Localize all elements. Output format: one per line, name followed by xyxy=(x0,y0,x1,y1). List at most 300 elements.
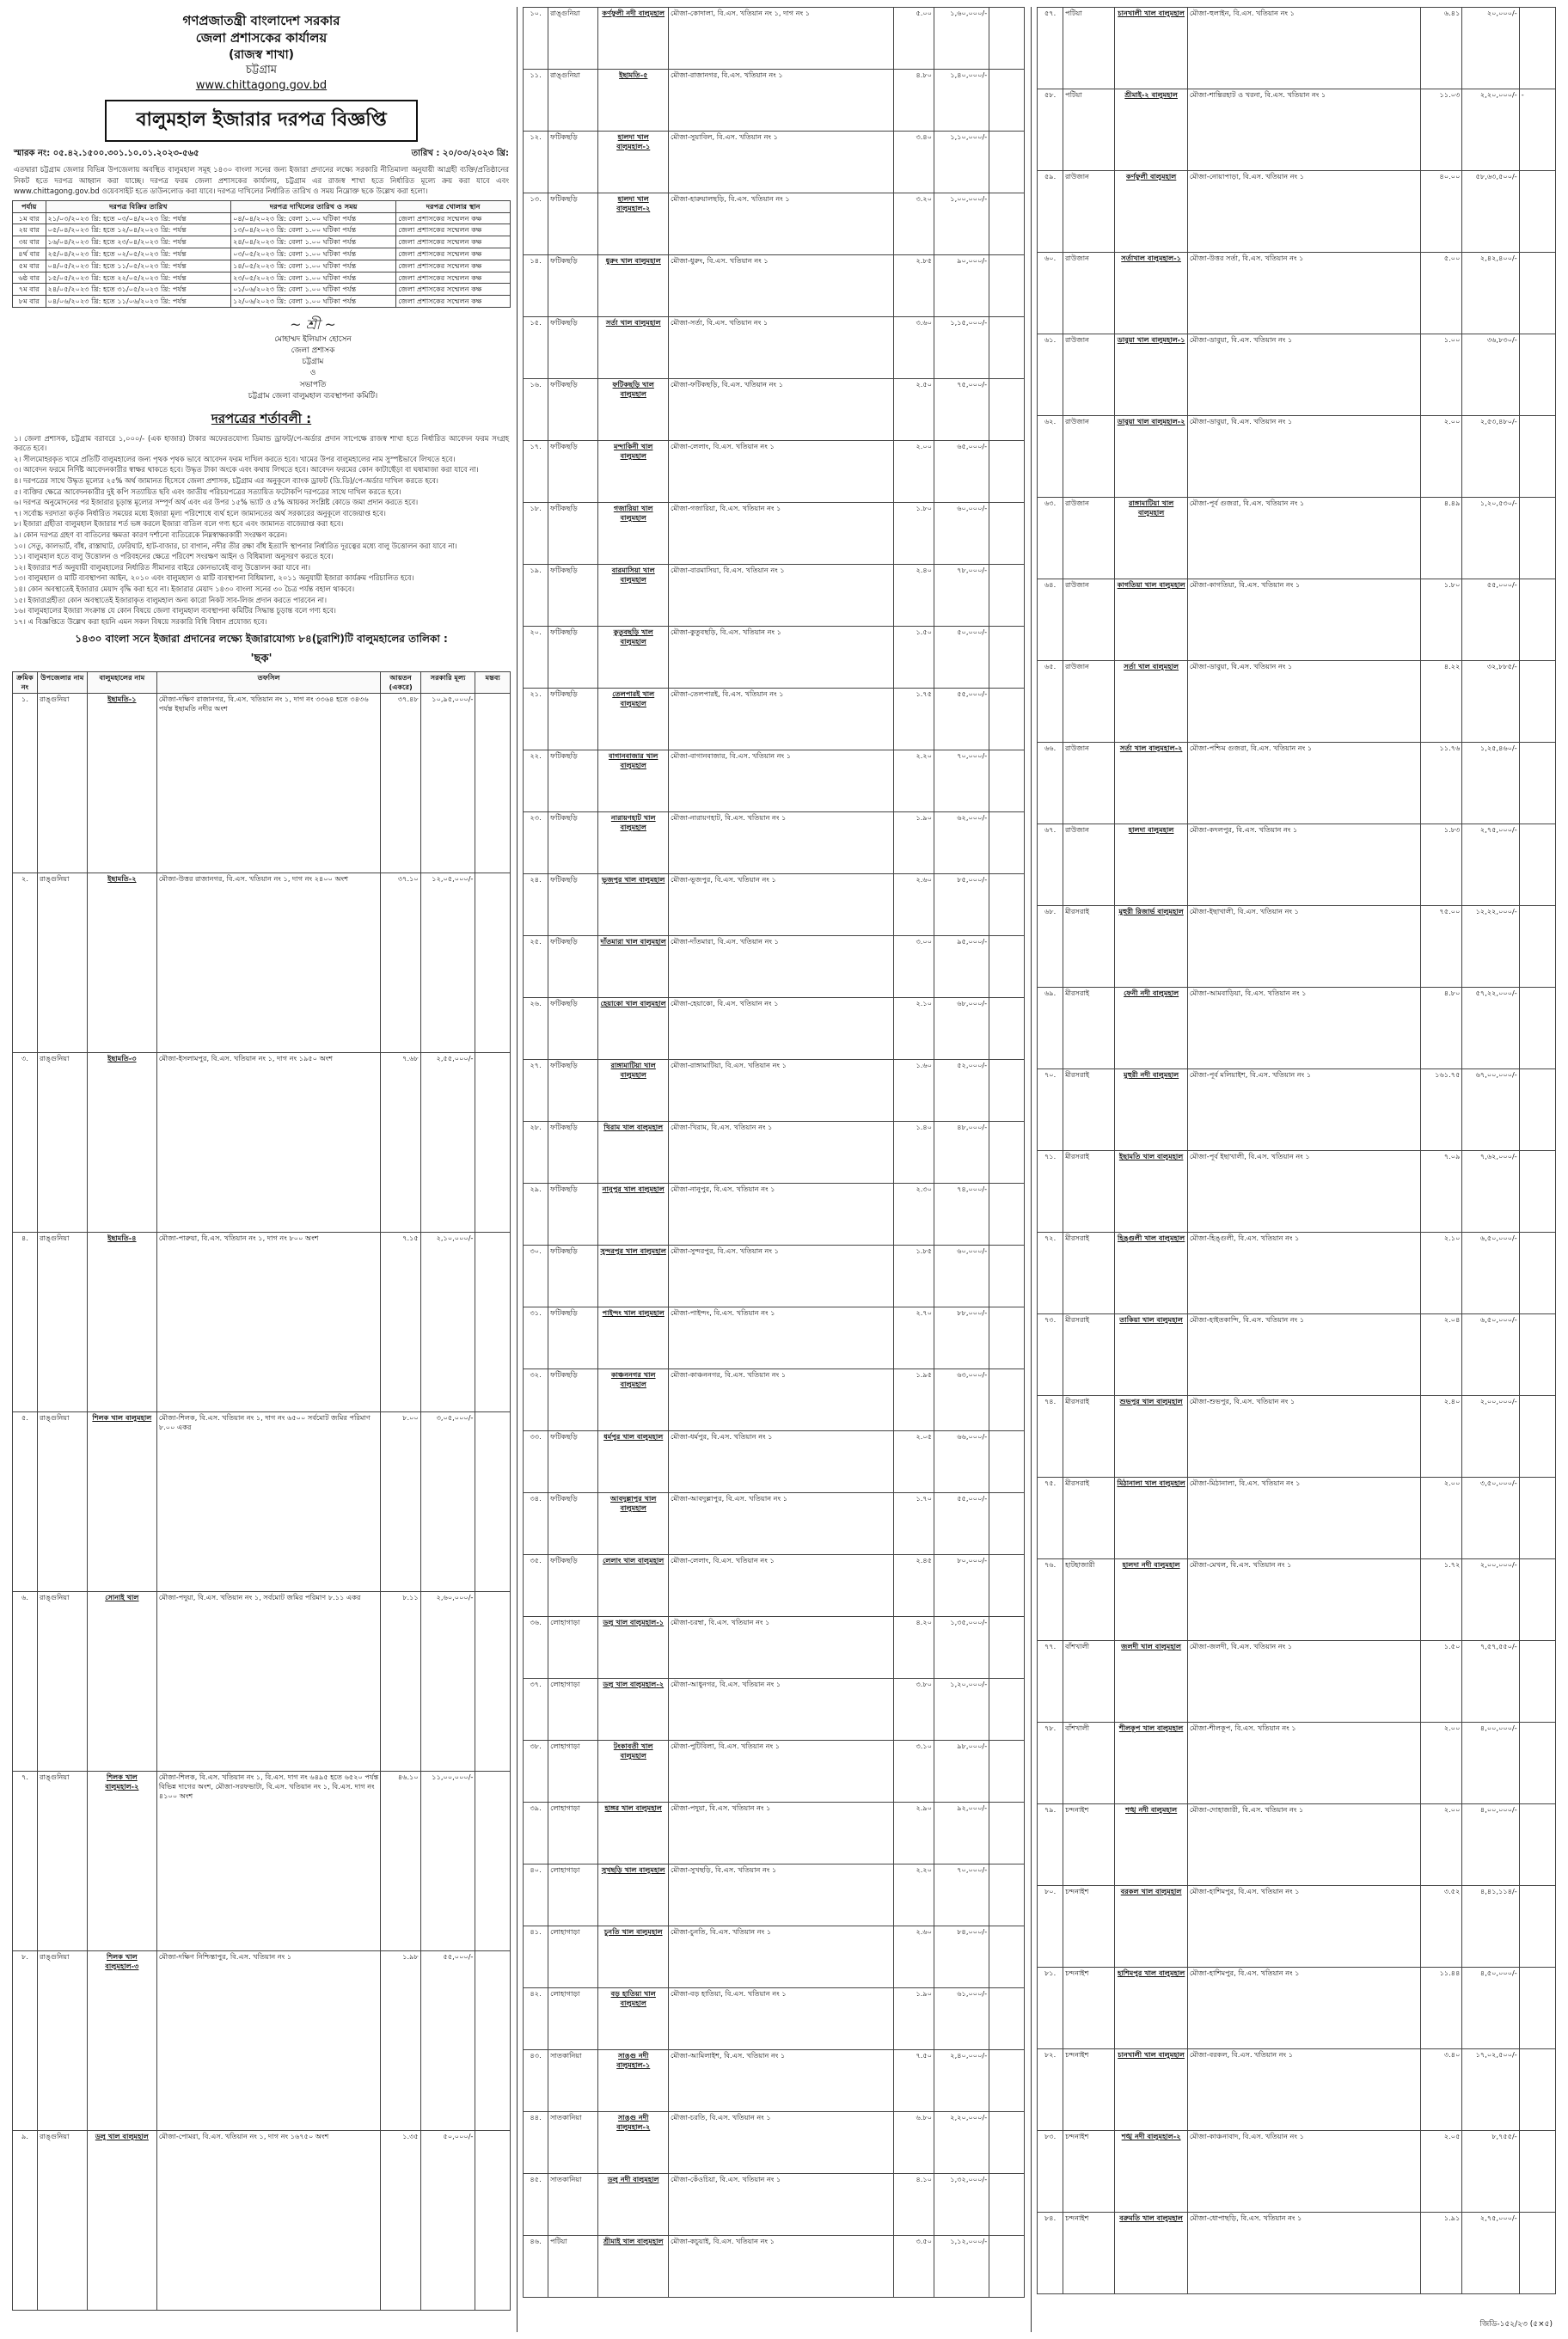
mahal-name-cell: হাঙ্গর খাল বালুমহাল xyxy=(598,1803,669,1864)
note-cell xyxy=(989,132,1025,193)
note-cell xyxy=(989,1307,1025,1369)
schedule-desc-cell: মৌজা-আমবাড়িয়া, বি.এস. খতিয়ান নং ১ xyxy=(1187,988,1420,1069)
upazila-cell: রাউজান xyxy=(1063,824,1115,906)
schedule-desc-cell: মৌজা-বড় হাতিয়া, বি.এস. খতিয়ান নং ১ xyxy=(669,1988,894,2050)
price-cell: ১২,০৫,০০০/- xyxy=(420,873,475,1052)
condition-item: ২। সীলমোহরকৃত খামে প্রতিটি বালুমহালের জন্য পৃথক পৃথক ভাবে আবেদন ফরম দাখিল করতে হবে। খামের উপর বালুমহালের নাম সুস্পষ্টভাবে লিখতে হবে। xyxy=(14,454,456,463)
serial-cell: ৩৫. xyxy=(524,1555,548,1617)
area-cell: ৪.২০ xyxy=(894,1617,934,1679)
area-cell: ৬.৮০ xyxy=(894,2112,934,2174)
note-cell xyxy=(1519,1641,1555,1723)
balumahal-table-2 xyxy=(523,7,1025,2298)
schedule-desc-cell: মৌজা-হিঙ্গুলী, বি.এস. খতিয়ান নং ১ xyxy=(1187,1233,1420,1314)
area-cell: ৫.০০ xyxy=(894,8,934,70)
column-middle xyxy=(523,7,1025,2332)
upazila-cell: ফটিকছড়ি xyxy=(548,1431,598,1493)
table-row xyxy=(1038,1886,1556,1968)
price-cell: ৫৫,০০০/- xyxy=(934,1493,989,1555)
note-cell xyxy=(989,193,1025,255)
note-cell xyxy=(989,1060,1025,1122)
table-row xyxy=(13,1950,511,2130)
upazila-cell: রাউজান xyxy=(1063,416,1115,498)
mahal-name-cell: ইছামতি-৪ xyxy=(87,1232,156,1411)
price-cell: ৭০,০০০/- xyxy=(934,1864,989,1926)
mahal-name-cell: বড় হাতিয়া খাল বালুমহাল xyxy=(598,1988,669,2050)
schedule-desc-cell: মৌজা-নারায়ণহাট, বি.এস. খতিয়ান নং ১ xyxy=(669,812,894,874)
schedule-cell: জেলা প্রশাসকের সম্মেলন কক্ষ xyxy=(396,212,511,224)
table-row xyxy=(524,70,1025,132)
upazila-cell: ফটিকছড়ি xyxy=(548,874,598,936)
schedule-desc-cell: মৌজা-হারুয়ালছড়ি, বি.এস. খতিয়ান নং ১ xyxy=(669,193,894,255)
table-row xyxy=(1038,1478,1556,1559)
note-cell xyxy=(1519,334,1555,416)
table-row xyxy=(1038,579,1556,661)
schedule-desc-cell: মৌজা-ফটিকছড়ি, বি.এস. খতিয়ান নং ১ xyxy=(669,379,894,441)
area-cell: ১১.৪৪ xyxy=(1421,1968,1462,2049)
upazila-cell: রাউজান xyxy=(1063,253,1115,334)
area-cell: ৩৭.১০ xyxy=(381,873,420,1052)
mahal-name-cell: ডলু খাল বালুমহাল-২ xyxy=(598,1679,669,1741)
table-row xyxy=(524,1988,1025,2050)
area-cell: ৩.০০ xyxy=(894,936,934,998)
serial-cell: ৬. xyxy=(13,1591,38,1771)
upazila-cell: রাঙ্গুনিয়া xyxy=(37,873,87,1052)
condition-item: ১৫। ইজারাগ্রহীতা কোন অবস্থাতেই ইজারাকৃত বালুমহাল অন্য কারো নিকট সাব-লিজ প্রদান করতে পারবেন না। xyxy=(14,595,327,604)
price-cell: ২,৫৩,৪৮০/- xyxy=(1462,416,1519,498)
notice-page xyxy=(12,7,1556,2332)
area-cell: ১.৯০ xyxy=(894,1988,934,2050)
serial-cell: ৭৬. xyxy=(1038,1559,1063,1641)
upazila-cell: পটিয়া xyxy=(1063,89,1115,171)
note-cell xyxy=(475,2130,511,2310)
note-cell xyxy=(475,1591,511,1771)
price-cell: ৯৫,০০০/- xyxy=(934,936,989,998)
schedule-desc-cell: মৌজা-ডাবুয়া, বি.এস. খতিয়ান নং ১ xyxy=(1187,416,1420,498)
serial-cell: ২১. xyxy=(524,689,548,750)
table-row xyxy=(524,1555,1025,1617)
note-cell xyxy=(989,2050,1025,2112)
table-row xyxy=(1038,2131,1556,2213)
table-row xyxy=(524,8,1025,70)
serial-cell: ৮৩. xyxy=(1038,2131,1063,2213)
mahal-name-cell: কাঞ্চননগর খাল বালুমহাল xyxy=(598,1369,669,1431)
schedule-desc-cell: মৌজা-কুতুবছড়ি, বি.এস. খতিয়ান নং ১ xyxy=(669,627,894,689)
area-cell: ৩.৫২ xyxy=(1421,1886,1462,1968)
signatory-role: সভাপতি xyxy=(299,380,327,389)
upazila-cell: লোহাগাড়া xyxy=(548,1679,598,1741)
schedule-row xyxy=(13,296,511,308)
schedule-desc-cell: মৌজা-রাজানগর, বি.এস. খতিয়ান নং ১ xyxy=(669,70,894,132)
schedule-desc-cell: মৌজা-খিরাম, বি.এস. খতিয়ান নং ১ xyxy=(669,1122,894,1184)
signature-mark: ~ শ্রী ~ xyxy=(290,316,336,334)
note-cell xyxy=(989,2174,1025,2236)
signature-block xyxy=(227,315,399,401)
column-left xyxy=(12,7,511,2332)
area-cell: ২.০০ xyxy=(1421,1723,1462,1804)
note-cell xyxy=(1519,1396,1555,1478)
area-cell: ৮.০০ xyxy=(381,1411,420,1591)
mahal-name-cell: সর্তা খাল বালুমহাল xyxy=(598,317,669,379)
schedule-desc-cell: মৌজা-পূর্ব গুজরা, বি.এস. খতিয়ান নং ১ xyxy=(1187,498,1420,579)
area-cell: ২.১০ xyxy=(894,998,934,1060)
area-cell: ২.২০ xyxy=(894,1864,934,1926)
schedule-cell: ৩য় বার xyxy=(13,236,46,248)
mahal-name-cell: সর্তা খাল বালুমহাল xyxy=(1115,661,1187,743)
schedule-desc-cell: মৌজা-ইসলামপুর, বি.এস. খতিয়ান নং ১, দাগ নং ১৯৫০ অংশ xyxy=(156,1052,381,1232)
schedule-desc-cell: মৌজা-পুটিবিলা, বি.এস. খতিয়ান নং ১ xyxy=(669,1741,894,1803)
mahal-name-cell: লেলাং খাল বালুমহাল xyxy=(598,1555,669,1617)
upazila-cell: রাউজান xyxy=(1063,498,1115,579)
note-cell xyxy=(989,2112,1025,2174)
upazila-cell: মীরসরাই xyxy=(1063,1069,1115,1151)
schedule-cell: ৫ম বার xyxy=(13,260,46,272)
list-title: ১৪৩০ বাংলা সনে ইজারা প্রদানের লক্ষ্যে ইজারাযোগ্য ৮৪(চুরাশি)টি বালুমহালের তালিকা : xyxy=(75,633,448,646)
price-cell: ৬০,০০০/- xyxy=(934,503,989,565)
note-cell xyxy=(989,1122,1025,1184)
serial-cell: ৩৯. xyxy=(524,1803,548,1864)
upazila-cell: মীরসরাই xyxy=(1063,906,1115,988)
area-cell: ৭.৬৮ xyxy=(381,1052,420,1232)
mahal-name-cell: খিরাম খাল বালুমহাল xyxy=(598,1122,669,1184)
mahal-name-cell: পাইন্দং খাল বালুমহাল xyxy=(598,1307,669,1369)
mahal-name-cell: শিলক খাল বালুমহাল-৩ xyxy=(87,1950,156,2130)
schedule-desc-cell: মৌজা-হাইতকান্দি, বি.এস. খতিয়ান নং ১ xyxy=(1187,1314,1420,1396)
upazila-cell: ফটিকছড়ি xyxy=(548,317,598,379)
schedule-desc-cell: মৌজা-দোহাজারী, বি.এস. খতিয়ান নং ১ xyxy=(1187,1804,1420,1886)
serial-cell: ৫৮. xyxy=(1038,89,1063,171)
price-cell: ৫২,০০০/- xyxy=(934,1060,989,1122)
schedule-desc-cell: মৌজা-পদুয়া, বি.এস. খতিয়ান নং ১ xyxy=(669,1803,894,1864)
condition-item: ১৬। বালুমহালের ইজারা সংক্রান্ত যে কোন বিষয়ে জেলা বালুমহাল ব্যবস্থাপনা কমিটির সিদ্ধান্ত চূড়ান্ত বলে গণ্য হবে। xyxy=(14,606,336,615)
mahal-name-cell: চুনতি খাল বালুমহাল xyxy=(598,1926,669,1988)
area-cell: ২.০০ xyxy=(1421,1478,1462,1559)
schedule-cell: জেলা প্রশাসকের সম্মেলন কক্ষ xyxy=(396,272,511,284)
area-cell: ৩.১০ xyxy=(894,1741,934,1803)
schedule-desc-cell: মৌজা-পারুয়া, বি.এস. খতিয়ান নং ১, দাগ নং ৮০০ অংশ xyxy=(156,1232,381,1411)
serial-cell: ৮২. xyxy=(1038,2049,1063,2131)
mahal-name-cell: চানখালী খাল বালুমহাল xyxy=(1115,2049,1187,2131)
note-cell xyxy=(1519,1069,1555,1151)
schedule-header-cell: পর্যায় xyxy=(13,200,46,212)
note-cell xyxy=(989,503,1025,565)
mahal-name-cell: ডলু নদী বালুমহাল xyxy=(598,2174,669,2236)
serial-cell: ৪৬. xyxy=(524,2236,548,2298)
schedule-cell: জেলা প্রশাসকের সম্মেলন কক্ষ xyxy=(396,248,511,260)
schedule-row xyxy=(13,272,511,284)
serial-cell: ৩৩. xyxy=(524,1431,548,1493)
note-cell xyxy=(989,1988,1025,2050)
table-row xyxy=(1038,2213,1556,2294)
price-cell: ৪,০০,০০০/- xyxy=(1462,1723,1519,1804)
note-cell xyxy=(989,2236,1025,2298)
note-cell xyxy=(989,1617,1025,1679)
table-row xyxy=(524,1060,1025,1122)
list-subtitle: 'ছক' xyxy=(250,652,273,666)
table-row xyxy=(524,1431,1025,1493)
mahal-name-cell: ইছামতি-৩ xyxy=(87,1052,156,1232)
serial-cell: ৪. xyxy=(13,1232,38,1411)
schedule-desc-cell: মৌজা-নোয়াপাড়া, বি.এস. খতিয়ান নং ১ xyxy=(1187,171,1420,253)
area-cell: ১.৮০ xyxy=(894,503,934,565)
condition-item: ১৭। এ বিজ্ঞপ্তিতে উল্লেখ করা হয়নি এমন সকল বিষয়ে সরকারি বিধি বিধান প্রযোজ্য হবে। xyxy=(14,616,267,626)
area-cell: ২.২০ xyxy=(894,750,934,812)
area-cell: ১.৯০ xyxy=(894,812,934,874)
price-cell: ১,৪০,০০০/- xyxy=(934,70,989,132)
upazila-cell: ফটিকছড়ি xyxy=(548,627,598,689)
schedule-desc-cell: মৌজা-বারমাসিয়া, বি.এস. খতিয়ান নং ১ xyxy=(669,565,894,627)
serial-cell: ২৬. xyxy=(524,998,548,1060)
table-row xyxy=(1038,253,1556,334)
note-cell xyxy=(1519,1151,1555,1233)
note-cell xyxy=(475,693,511,873)
table-row xyxy=(13,1052,511,1232)
note-cell xyxy=(989,689,1025,750)
mahal-name-cell: সর্তাখাল বালুমহাল-১ xyxy=(1115,253,1187,334)
mahal-name-cell: কর্ণফুলী নদী বালুমহাল xyxy=(598,8,669,70)
schedule-header-row xyxy=(13,200,511,212)
price-cell: ১,২০,৫৩০/- xyxy=(1462,498,1519,579)
signatory-designation: জেলা প্রশাসক xyxy=(291,346,335,356)
area-cell: ৪.১০ xyxy=(894,2174,934,2236)
serial-cell: ২৮. xyxy=(524,1122,548,1184)
table-row xyxy=(524,689,1025,750)
branch-name: (রাজস্ব শাখা) xyxy=(228,47,295,62)
note-cell xyxy=(989,874,1025,936)
mahal-name-cell: ইছামতি-৫ xyxy=(598,70,669,132)
table-row xyxy=(524,2236,1025,2298)
note-cell xyxy=(989,565,1025,627)
area-cell: ১.৭২ xyxy=(1421,1559,1462,1641)
schedule-desc-cell: মৌজা-গজারিয়া, বি.এস. খতিয়ান নং ১ xyxy=(669,503,894,565)
price-cell: ৩৬,৮৩০/- xyxy=(1462,334,1519,416)
area-cell: ৫.০০ xyxy=(1421,253,1462,334)
upazila-cell: রাঙ্গুনিয়া xyxy=(548,70,598,132)
serial-cell: ৩. xyxy=(13,1052,38,1232)
table-row xyxy=(524,1307,1025,1369)
upazila-cell: চন্দনাইশ xyxy=(1063,2213,1115,2294)
condition-item: ১১। বালুমহাল হতে বালু উত্তোলন ও পরিবহনের ক্ষেত্রে পরিবেশ সংরক্ষণ আইন ও বিধিমালা অনুসরণ করতে হবে। xyxy=(14,552,334,561)
upazila-cell: লোহাগাড়া xyxy=(548,1741,598,1803)
price-cell: ৫৫,০০০/- xyxy=(934,689,989,750)
price-cell: ১,১০,০০০/- xyxy=(934,132,989,193)
mahal-name-cell: কুতুবছড়ি খাল বালুমহাল xyxy=(598,627,669,689)
schedule-row xyxy=(13,224,511,236)
table-row xyxy=(524,1369,1025,1431)
upazila-cell: ফটিকছড়ি xyxy=(548,1369,598,1431)
balumahal-table-1 xyxy=(12,671,511,2311)
area-cell: ৩.৬০ xyxy=(894,317,934,379)
price-cell: ৮৪,০০০/- xyxy=(934,1926,989,1988)
schedule-body xyxy=(13,212,511,308)
schedule-desc-cell: মৌজা-সুয়াবিল, বি.এস. খতিয়ান নং ১ xyxy=(669,132,894,193)
schedule-desc-cell: মৌজা-বরকল, বি.এস. খতিয়ান নং ১ xyxy=(1187,2049,1420,2131)
price-cell: ২,৭৫,০০০/- xyxy=(1462,2213,1519,2294)
serial-cell: ৬১. xyxy=(1038,334,1063,416)
mahal-name-cell: জলদী খাল বালুমহাল xyxy=(1115,1641,1187,1723)
serial-cell: ৩৭. xyxy=(524,1679,548,1741)
serial-cell: ৩২. xyxy=(524,1369,548,1431)
area-cell: ২.০০ xyxy=(1421,1804,1462,1886)
schedule-desc-cell: মৌজা-ভূজপুর, বি.এস. খতিয়ান নং ১ xyxy=(669,874,894,936)
schedule-desc-cell: মৌজা-দাঁতমারা, বি.এস. খতিয়ান নং ১ xyxy=(669,936,894,998)
table-row xyxy=(524,1493,1025,1555)
schedule-desc-cell: মৌজা-শান্তিরহাট ও খরনা, বি.এস. খতিয়ান নং ১ xyxy=(1187,89,1420,171)
mahal-name-cell: দাঁতমারা খাল বালুমহাল xyxy=(598,936,669,998)
serial-cell: ৪৫. xyxy=(524,2174,548,2236)
upazila-cell: চন্দনাইশ xyxy=(1063,2049,1115,2131)
schedule-cell: ০১/০৬/২০২৩ খ্রি: বেলা ১.০০ ঘটিকা পর্যন্ত xyxy=(231,284,396,296)
price-cell: ২,৫৫,০০০/- xyxy=(420,1052,475,1232)
upazila-cell: পটিয়া xyxy=(548,2236,598,2298)
table-row xyxy=(524,132,1025,193)
note-cell xyxy=(1519,824,1555,906)
note-cell xyxy=(989,936,1025,998)
price-cell: ২,২০,০০০/- xyxy=(1462,89,1519,171)
mahal-name-cell: ইছামতি খাল বালুমহাল xyxy=(1115,1151,1187,1233)
table-row xyxy=(1038,1396,1556,1478)
table-header-cell: বালুমহালের নাম xyxy=(87,672,156,694)
schedule-desc-cell: মৌজা-উত্তর রাজানগর, বি.এস. খতিয়ান নং ১, দাগ নং ২৪০০ অংশ xyxy=(156,873,381,1052)
area-cell: ২.৬০ xyxy=(894,874,934,936)
upazila-cell: সাতকানিয়া xyxy=(548,2174,598,2236)
price-cell: ১,৩২,০০০/- xyxy=(934,2174,989,2236)
schedule-desc-cell: মৌজা-কেঁওচিয়া, বি.এস. খতিয়ান নং ১ xyxy=(669,2174,894,2236)
table-row xyxy=(524,627,1025,689)
schedule-row xyxy=(13,236,511,248)
schedule-desc-cell: মৌজা-ডাবুয়া, বি.এস. খতিয়ান নং ১ xyxy=(1187,661,1420,743)
price-cell: ১,২৫,৪৬০/- xyxy=(1462,743,1519,824)
table-row xyxy=(1038,1804,1556,1886)
serial-cell: ২৯. xyxy=(524,1184,548,1246)
memo-date: তারিখ : ২০/০৩/২০২৩ খ্রি: xyxy=(411,149,509,159)
table-row xyxy=(1038,334,1556,416)
note-cell xyxy=(1519,1723,1555,1804)
note-cell xyxy=(989,1184,1025,1246)
area-cell: ২.৪০ xyxy=(1421,1396,1462,1478)
table-row xyxy=(1038,171,1556,253)
mahal-name-cell: তাকিয়া খাল বালুমহাল xyxy=(1115,1314,1187,1396)
serial-cell: ৬৫. xyxy=(1038,661,1063,743)
serial-cell: ৬০. xyxy=(1038,253,1063,334)
serial-cell: ১৬. xyxy=(524,379,548,441)
schedule-desc-cell: মৌজা-ধোপাছড়ি, বি.এস. খতিয়ান নং ১ xyxy=(1187,2213,1420,2294)
note-cell xyxy=(1519,8,1555,89)
note-cell xyxy=(989,1803,1025,1864)
memo-line xyxy=(12,147,511,162)
schedule-desc-cell: মৌজা-চুনতি, বি.এস. খতিয়ান নং ১ xyxy=(669,1926,894,1988)
note-cell xyxy=(989,1369,1025,1431)
upazila-cell: রাঙ্গুনিয়া xyxy=(548,8,598,70)
schedule-cell: ১ম বার xyxy=(13,212,46,224)
serial-cell: ৮৪. xyxy=(1038,2213,1063,2294)
mahal-name-cell: ডাবুয়া খাল বালুমহাল-২ xyxy=(1115,416,1187,498)
mahal-name-cell: আবদুল্লাপুর খাল বালুমহাল xyxy=(598,1493,669,1555)
serial-cell: ২. xyxy=(13,873,38,1052)
area-cell: ৬.৪১ xyxy=(1421,8,1462,89)
area-cell: ২.৬০ xyxy=(894,1926,934,1988)
schedule-cell: ৭ম বার xyxy=(13,284,46,296)
serial-cell: ৭৮. xyxy=(1038,1723,1063,1804)
schedule-header-cell: দরপত্র বিক্রির তারিখ xyxy=(46,200,231,212)
upazila-cell: লোহাগাড়া xyxy=(548,1617,598,1679)
gov-name: গণপ্রজাতন্ত্রী বাংলাদেশ সরকার xyxy=(182,13,340,28)
price-cell: ৭০,০০০/- xyxy=(934,750,989,812)
mahal-name-cell: সর্তা খাল বালুমহাল-২ xyxy=(1115,743,1187,824)
price-cell: ২০,০০০/- xyxy=(1462,8,1519,89)
note-cell xyxy=(1519,2131,1555,2213)
note-cell xyxy=(475,1950,511,2130)
mahal-name-cell: সোনাই খাল xyxy=(87,1591,156,1771)
upazila-cell: রাঙ্গুনিয়া xyxy=(37,1052,87,1232)
area-cell: ২.০৫ xyxy=(1421,2131,1462,2213)
upazila-cell: ফটিকছড়ি xyxy=(548,750,598,812)
schedule-desc-cell: মৌজা-ডাবুয়া, বি.এস. খতিয়ান নং ১ xyxy=(1187,334,1420,416)
website-link[interactable]: www.chittagong.gov.bd xyxy=(195,78,328,92)
schedule-cell: ১২/০৬/২০২৩ খ্রি: বেলা ১.০০ ঘটিকা পর্যন্ত xyxy=(231,296,396,308)
upazila-cell: চন্দনাইশ xyxy=(1063,1804,1115,1886)
area-cell: ৭.০৯ xyxy=(1421,1151,1462,1233)
signatory-conj: ও xyxy=(309,369,316,378)
serial-cell: ৭৭. xyxy=(1038,1641,1063,1723)
schedule-desc-cell: মৌজা-চরম্বা, বি.এস. খতিয়ান নং ১ xyxy=(669,1617,894,1679)
price-cell: ৩,০৫,০০০/- xyxy=(420,1411,475,1591)
schedule-row xyxy=(13,284,511,296)
table-row xyxy=(13,873,511,1052)
memo-number: স্মারক নং: ০৫.৪২.১৫০০.৩০১.১০.০১.২০২৩-৫৬৫ xyxy=(14,149,199,159)
upazila-cell: রাঙ্গুনিয়া xyxy=(37,1771,87,1950)
area-cell: ৪.৮০ xyxy=(1421,988,1462,1069)
conditions-list xyxy=(14,434,509,628)
schedule-desc-cell: মৌজা-ধর্মপুর, বি.এস. খতিয়ান নং ১ xyxy=(669,1431,894,1493)
upazila-cell: রাউজান xyxy=(1063,579,1115,661)
schedule-row xyxy=(13,212,511,224)
area-cell: ১.৫০ xyxy=(1421,1641,1462,1723)
price-cell: ১০,৯৫,০০০/- xyxy=(420,693,475,873)
city-name: চট্টগ্রাম xyxy=(246,64,277,77)
price-cell: ৯২,০০০/- xyxy=(934,1803,989,1864)
price-cell: ৬৩,০০০/- xyxy=(934,1369,989,1431)
serial-cell: ৯. xyxy=(13,2130,38,2310)
serial-cell: ৩৬. xyxy=(524,1617,548,1679)
serial-cell: ৭৩. xyxy=(1038,1314,1063,1396)
condition-item: ৯। কোন দরপত্র গ্রহণ বা বাতিলের ক্ষমতা কারণ দর্শানো ব্যতিরেকে নিম্নস্বাক্ষরকারী সংরক্ষণ করেন। xyxy=(14,530,288,539)
upazila-cell: বাঁশখালী xyxy=(1063,1641,1115,1723)
mahal-name-cell: ইছামতি-১ xyxy=(87,693,156,873)
table-row xyxy=(13,2130,511,2310)
mahal-name-cell: ডাবুয়া খাল বালুমহাল-১ xyxy=(1115,334,1187,416)
serial-cell: ৩১. xyxy=(524,1307,548,1369)
area-cell: ১.৬০ xyxy=(894,1060,934,1122)
area-cell: ৭৫.০০ xyxy=(1421,906,1462,988)
price-cell: ৬,৫০,০০০/- xyxy=(1462,1314,1519,1396)
price-cell: ১২,২২,০০০/- xyxy=(1462,906,1519,988)
area-cell: ৪.৪৯ xyxy=(1421,498,1462,579)
price-cell: ১,০০,০০০/- xyxy=(934,193,989,255)
notice-title: বালুমহাল ইজারার দরপত্র বিজ্ঞপ্তি xyxy=(105,100,418,142)
upazila-cell: ফটিকছড়ি xyxy=(548,1184,598,1246)
mahal-name-cell: ফেনী নদী বালুমহাল xyxy=(1115,988,1187,1069)
schedule-desc-cell: মৌজা-দক্ষিণ নিশ্চিন্তাপুর, বি.এস. খতিয়ান নং ১ xyxy=(156,1950,381,2130)
schedule-desc-cell: মৌজা-হাশিমপুর, বি.এস. খতিয়ান নং ১ xyxy=(1187,1886,1420,1968)
serial-cell: ২২. xyxy=(524,750,548,812)
area-cell: ৪.২২ xyxy=(1421,661,1462,743)
serial-cell: ৭১. xyxy=(1038,1151,1063,1233)
schedule-desc-cell: মৌজা-কাঞ্চনাবাদ, বি.এস. খতিয়ান নং ১ xyxy=(1187,2131,1420,2213)
schedule-cell: ০৪/০৫/২০২৩ খ্রি: হতে ১১/০৫/২০২৩ খ্রি: পর্যন্ত xyxy=(46,260,231,272)
schedule-cell: ২৫/০৪/২০২৩ খ্রি: হতে ০২/০৫/২০২৩ খ্রি: পর্যন্ত xyxy=(46,248,231,260)
area-cell: ৩৭.৪৮ xyxy=(381,693,420,873)
price-cell: ৮৮,০০০/- xyxy=(934,1307,989,1369)
